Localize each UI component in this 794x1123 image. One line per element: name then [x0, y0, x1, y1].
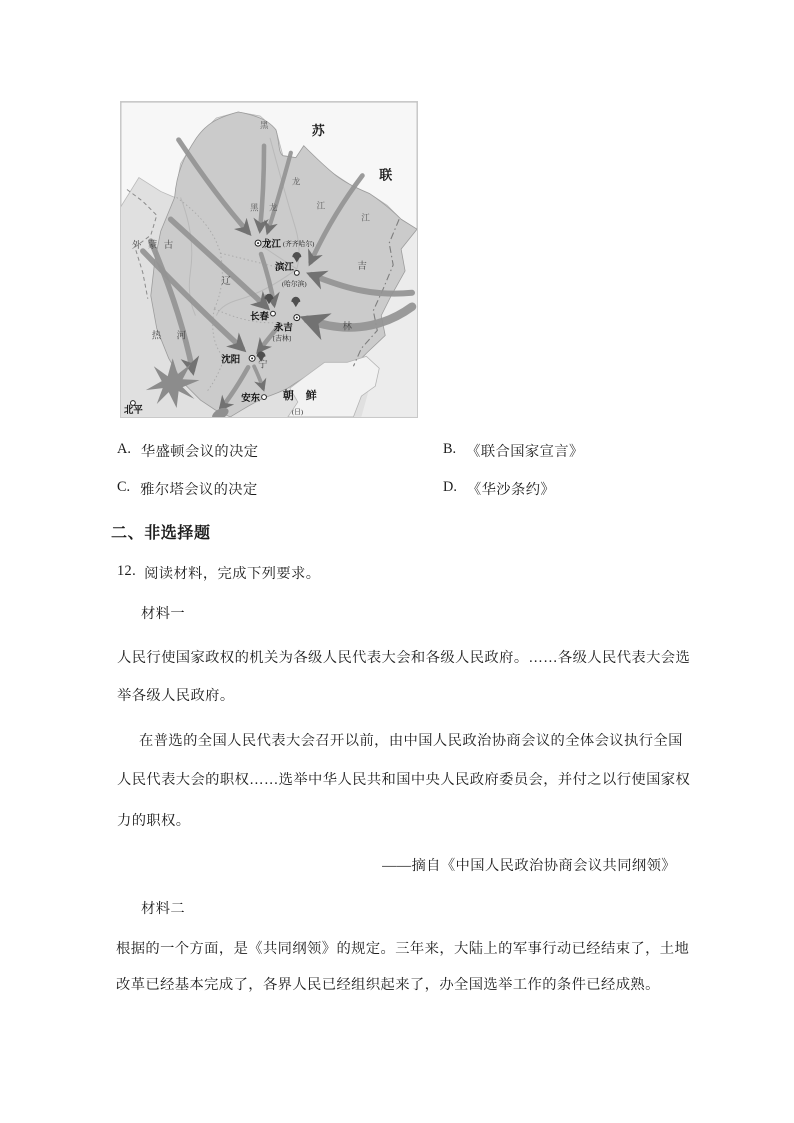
label-jiang-east: 江 [361, 212, 370, 223]
question-12-stem [117, 563, 320, 583]
option-b [443, 441, 584, 461]
section-title: 二、非选择题 [111, 525, 211, 542]
label-yongji: 永吉 [273, 323, 293, 334]
option-b-text: 《联合国家宣言》 [466, 444, 584, 460]
option-c-text: 雅尔塔会议的决定 [140, 482, 258, 498]
material-2-line-1: 根据的一个方面，是《共同纲领》的规定。三年来，大陆上的军事行动已经结束了，土地 [116, 941, 690, 957]
label-heilongjiang-long-top: 龙 [291, 176, 301, 187]
label-binjiang: 滨江 [274, 262, 294, 273]
label-jilin-lin: 林 [342, 322, 352, 333]
label-jilin-ji: 吉 [357, 261, 367, 272]
label-heilongjiang-long: 龙 [269, 202, 278, 213]
option-d-label: D. [443, 479, 457, 495]
manchuria-map-figure [120, 101, 418, 418]
option-a-text: 华盛顿会议的决定 [140, 444, 259, 460]
label-heilongjiang-hei: 黑 [250, 202, 259, 213]
label-korea-note: (日) [291, 408, 304, 416]
material-1-line-4: 人民代表大会的职权……选举中华人民共和国中央人民政府委员会，并付之以行使国家权 [117, 772, 691, 788]
manchuria-map-svg [121, 102, 417, 417]
label-liaoning-ning: 宁 [258, 360, 268, 371]
beiping-marker [131, 401, 136, 406]
label-longjiang: 龙江 [262, 240, 281, 251]
material-1-line-3: 在普选的全国人民代表大会召开以前，由中国人民政治协商会议的全体会议执行全国 [139, 733, 683, 749]
question-12-number: 12. [117, 563, 137, 579]
label-beiping: 北平 [123, 405, 143, 416]
label-mongolia-wai: 外 [131, 241, 142, 252]
option-a [117, 441, 258, 461]
material-2-heading: 材料二 [141, 901, 186, 917]
material-1-line-1: 人民行使国家政权的机关为各级人民代表大会和各级人民政府。……各级人民代表大会选 [117, 650, 691, 666]
label-binjiang-alt: (哈尔滨) [281, 280, 307, 288]
label-korea: 朝 [282, 390, 302, 403]
label-andong: 安东 [241, 394, 261, 405]
label-mongolia-gu: 古 [163, 241, 174, 252]
longjiang-marker [255, 240, 261, 246]
label-heilongjiang-jiang: 江 [316, 200, 326, 211]
material-1-heading: 材料一 [141, 606, 186, 622]
label-rehe-re: 热 [151, 331, 162, 342]
label-liaoning-liao: 辽 [221, 276, 231, 287]
label-ussr-su: 苏 [311, 122, 325, 138]
andong-marker [262, 395, 267, 400]
label-mongolia-meng: 蒙 [147, 241, 158, 252]
option-d [443, 479, 555, 499]
label-longjiang-alt: (齐齐哈尔) [282, 241, 315, 249]
material-2-line-2: 改革已经基本完成了，各界人民已经组织起来了，办全国选举工作的条件已经成熟。 [116, 977, 660, 993]
yongji-marker [294, 315, 300, 321]
option-d-text: 《华沙条约》 [466, 482, 556, 498]
shenyang-marker [249, 355, 255, 361]
binjiang-marker [294, 271, 299, 276]
label-changchun: 长春 [250, 312, 269, 323]
option-c-label: C. [117, 479, 131, 495]
label-heilongjiang-hei-top: 黑 [260, 119, 269, 130]
label-shenyang: 沈阳 [221, 355, 241, 366]
material-1-line-2: 举各级人民政府。 [117, 688, 235, 704]
label-rehe-he: 河 [176, 331, 187, 342]
option-b-label: B. [443, 441, 457, 457]
option-a-label: A. [117, 441, 131, 457]
changchun-marker [271, 311, 276, 316]
label-ussr-lian: 联 [379, 167, 393, 183]
material-1-line-5: 力的职权。 [117, 813, 191, 829]
label-yongji-alt: [吉林] [272, 335, 291, 343]
question-12-text: 阅读材料，完成下列要求。 [144, 566, 321, 582]
option-c [117, 479, 258, 499]
label-korea-2: 鲜 [305, 390, 325, 403]
material-1-attribution: ——摘自《中国人民政治协商会议共同纲领》 [382, 858, 676, 874]
